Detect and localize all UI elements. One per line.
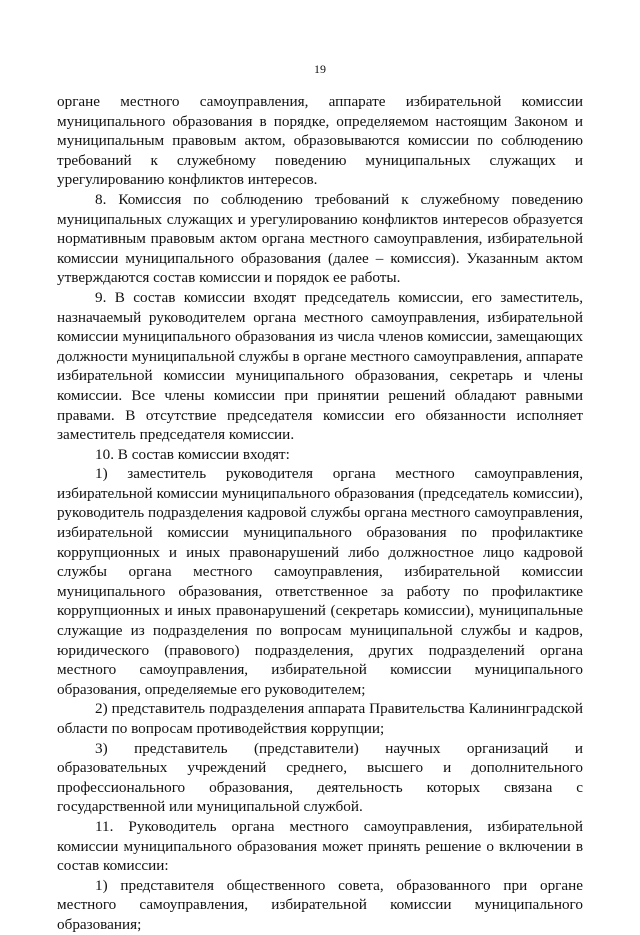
page-number: 19 [314,62,326,76]
paragraph-11-item-1: 1) представителя общественного совета, образованного при органе местного самоуправления, избирательной комиссии муниципального образования; [57,876,583,933]
paragraph-10-item-1: 1) заместитель руководителя органа местного самоуправления, избирательной комиссии муниципального образования (председатель комиссии), руководитель подразделения кадровой службы органа местного самоуправления, избирательной комиссии муниципального образования по профилактике коррупционных и иных правонарушений либо должностное лицо кадровой службы органа местного самоуправления, избирательной комиссии муниципального образования, ответственное за работу по профилактике коррупционных и иных правонарушений (секретарь комиссии), муниципальные служащие из подразделения по вопросам муниципальной службы и кадров, юридического (правового) подразделения, других подразделений органа местного самоуправления, избирательной комиссии муниципального образования, определяемые его руководителем; [57,465,583,698]
paragraph-10: 10. В состав комиссии входят: [95,445,290,463]
document-body [57,92,583,935]
paragraph-continuation: органе местного самоуправления, аппарате избирательной комиссии муниципального образования в порядке, определяемом настоящим Законом и муниципальным правовым актом, образовываются комиссии по соблюдению требований к служебному поведению муниципальных служащих и урегулированию конфликтов интересов. [57,93,583,189]
paragraph-11: 11. Руководитель органа местного самоуправления, избирательной комиссии муниципального образования может принять решение о включении в состав комиссии: [57,817,583,875]
paragraph-10-item-2: 2) представитель подразделения аппарата Правительства Калининградской области по вопросам противодействия коррупции; [57,700,583,737]
paragraph-9: 9. В состав комиссии входят председатель комиссии, его заместитель, назначаемый руководителем органа местного самоуправления, избирательной комиссии муниципального образования из числа членов комиссии, замещающих должности муниципальной службы в органе местного самоуправления, аппарате избирательной комиссии муниципального образования, секретарь и члены комиссии. Все члены комиссии при принятии решений обладают равными правами. В отсутствие председателя комиссии его обязанности исполняет заместитель председателя комиссии. [57,288,583,444]
paragraph-10-item-3: 3) представитель (представители) научных организаций и образовательных учреждений среднего, высшего и дополнительного профессионального образования, деятельность которых связана с государственной или муниципальной службой. [57,739,583,816]
paragraph-8: 8. Комиссия по соблюдению требований к служебному поведению муниципальных служащих и урегулированию конфликтов интересов образуется нормативным правовым актом органа местного самоуправления, избирательной комиссии муниципального образования (далее – комиссия). Указанным актом утверждаются состав комиссии и порядок ее работы. [57,190,583,287]
